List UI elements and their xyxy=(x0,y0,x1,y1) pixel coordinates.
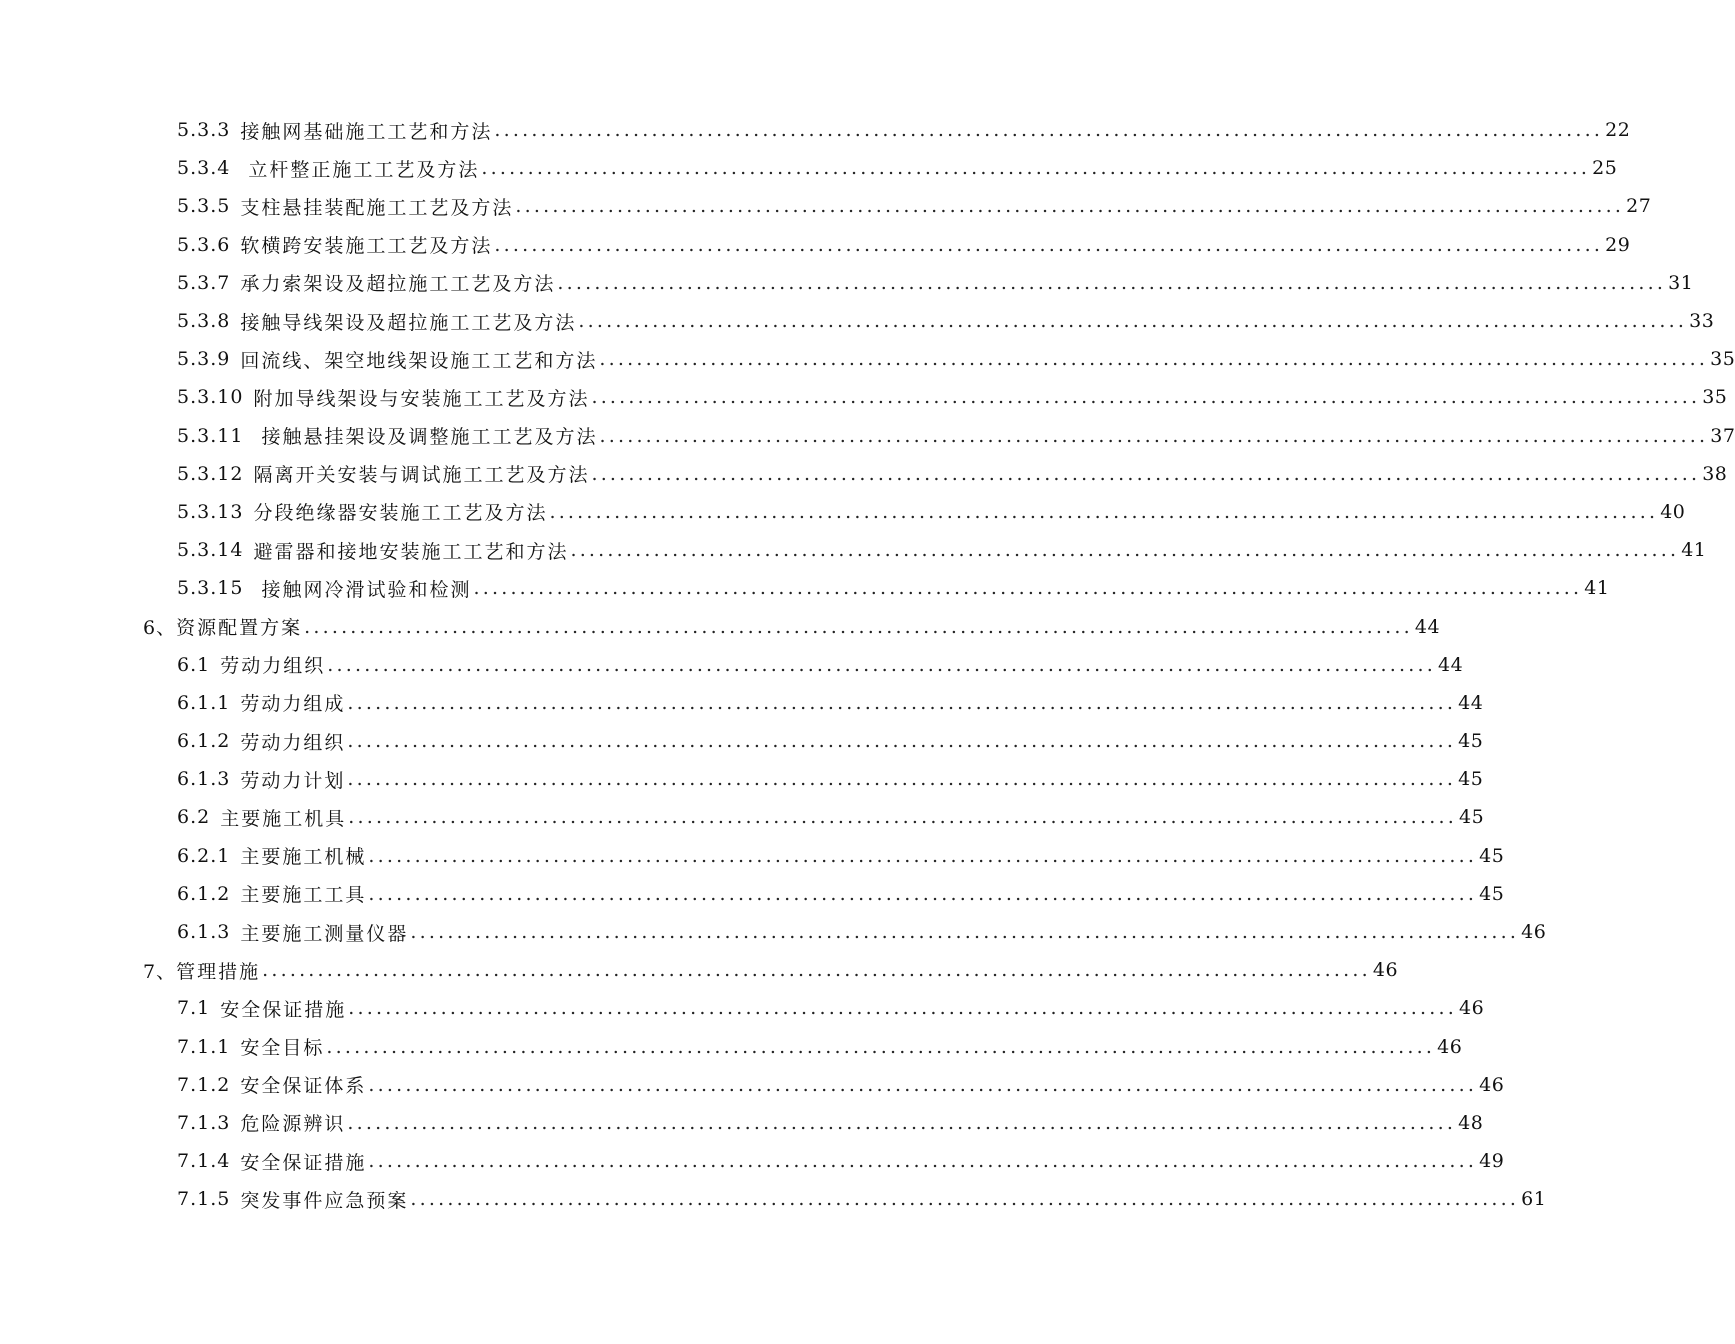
toc-entry[interactable] xyxy=(0,722,1484,760)
toc-entry-number: 6.2.1 xyxy=(177,844,231,867)
toc-entry-number: 7.1.1 xyxy=(177,1035,231,1058)
toc-entry-number: 5.3.6 xyxy=(177,233,231,256)
toc-entry-title: 危险源辨识 xyxy=(240,1113,346,1136)
toc-entry-title: 主要施工工具 xyxy=(240,884,367,907)
toc-entry-title: 接触导线架设及超拉施工工艺及方法 xyxy=(240,311,577,334)
toc-entry-number: 6.1.1 xyxy=(177,691,231,714)
toc-entry-title: 附加导线架设与安装施工工艺及方法 xyxy=(253,387,590,410)
toc-dot-leader: ........................................................................................................................ xyxy=(578,310,1688,333)
toc-page-number: 46 xyxy=(1372,959,1399,982)
toc-entry[interactable] xyxy=(0,569,1610,607)
toc-entry-title: 安全保证体系 xyxy=(240,1075,367,1098)
toc-dot-leader: ........................................................................................................................ xyxy=(494,119,1604,142)
toc-entry-number: 6、 xyxy=(143,617,177,640)
toc-entry-title: 安全保证措施 xyxy=(220,998,347,1021)
toc-entry-number: 5.3.5 xyxy=(177,195,231,218)
toc-dot-leader: ........................................................................................................................ xyxy=(410,921,1520,944)
toc-entry-title: 隔离开关安装与调试施工工艺及方法 xyxy=(253,464,590,487)
toc-dot-leader: ........................................................................................................................ xyxy=(347,1111,1457,1134)
toc-entry-number: 7.1.5 xyxy=(177,1188,231,1211)
toc-dot-leader: ........................................................................................................................ xyxy=(368,1073,1478,1096)
toc-entry-title: 分段绝缘器安装施工工艺及方法 xyxy=(253,502,548,525)
toc-page-number: 22 xyxy=(1605,119,1631,142)
toc-entry-title: 支柱悬挂装配施工工艺及方法 xyxy=(240,196,514,219)
toc-page-number: 45 xyxy=(1479,844,1505,867)
toc-entry-number: 5.3.14 xyxy=(177,539,244,562)
toc-entry-number: 6.1.3 xyxy=(177,921,231,944)
toc-entry[interactable] xyxy=(0,531,1707,569)
toc-dot-leader: ........................................................................................................................ xyxy=(515,195,1625,218)
toc-entry-title: 劳动力组织 xyxy=(240,731,346,754)
toc-entry-title: 接触悬挂架设及调整施工工艺及方法 xyxy=(253,426,598,449)
toc-dot-leader: ........................................................................................................................ xyxy=(347,730,1457,753)
toc-entry-number: 6.1.2 xyxy=(177,730,231,753)
toc-entry-number: 6.2 xyxy=(177,806,211,829)
toc-entry[interactable] xyxy=(0,913,1547,951)
toc-dot-leader: ........................................................................................................................ xyxy=(599,348,1709,371)
toc-dot-leader: ........................................................................................................................ xyxy=(368,1150,1478,1173)
toc-entry-title: 主要施工机械 xyxy=(240,846,367,869)
toc-dot-leader: ........................................................................................................................ xyxy=(348,806,1457,829)
toc-entry[interactable] xyxy=(0,340,1735,378)
toc-dot-leader: ........................................................................................................................ xyxy=(570,539,1680,562)
toc-entry-title: 安全保证措施 xyxy=(240,1151,367,1174)
toc-entry-number: 5.3.7 xyxy=(177,271,231,294)
toc-page-number: 48 xyxy=(1458,1111,1484,1134)
toc-page-number: 27 xyxy=(1626,195,1652,218)
toc-entry-number: 5.3.12 xyxy=(177,462,244,485)
toc-entry-title: 资源配置方案 xyxy=(176,617,303,640)
toc-entry-title: 劳动力组织 xyxy=(220,655,326,678)
toc-dot-leader: ........................................................................................................................ xyxy=(557,271,1667,294)
toc-entry-number: 5.3.13 xyxy=(177,500,244,523)
toc-entry[interactable] xyxy=(0,837,1505,875)
toc-dot-leader: ........................................................................................................................ xyxy=(599,424,1709,447)
toc-entry[interactable] xyxy=(0,875,1505,913)
toc-page-number: 44 xyxy=(1458,691,1484,714)
toc-entry-title: 软横跨安装施工工艺及方法 xyxy=(240,235,493,258)
toc-page-number: 45 xyxy=(1479,882,1505,905)
toc-entry[interactable] xyxy=(0,607,1441,645)
toc-entry-title: 承力索架设及超拉施工工艺及方法 xyxy=(240,273,556,296)
toc-dot-leader: ........................................................................................................................ xyxy=(591,386,1701,409)
toc-dot-leader: ........................................................................................................................ xyxy=(304,615,1413,638)
toc-page-number: 41 xyxy=(1681,539,1707,562)
toc-dot-leader: ........................................................................................................................ xyxy=(591,462,1701,485)
toc-dot-leader: ........................................................................................................................ xyxy=(368,844,1478,867)
toc-entry-title: 回流线、架空地线架设施工工艺和方法 xyxy=(240,349,598,372)
toc-entry[interactable] xyxy=(0,1180,1547,1218)
toc-entry-title: 主要施工测量仪器 xyxy=(240,922,409,945)
toc-entry-title: 劳动力组成 xyxy=(240,693,346,716)
toc-entry[interactable] xyxy=(0,226,1631,264)
toc-entry[interactable] xyxy=(0,378,1728,416)
toc-page-number: 45 xyxy=(1458,768,1484,791)
toc-entry-number: 5.3.10 xyxy=(177,386,244,409)
toc-entry[interactable] xyxy=(0,989,1485,1027)
toc-entry-number: 5.3.3 xyxy=(177,119,231,142)
toc-entry-title: 主要施工机具 xyxy=(220,807,347,830)
toc-entry[interactable] xyxy=(0,684,1484,722)
toc-page-number: 38 xyxy=(1702,462,1728,485)
toc-dot-leader: ........................................................................................................................ xyxy=(348,997,1457,1020)
toc-dot-leader: ........................................................................................................................ xyxy=(494,233,1604,256)
toc-entry-number: 7、 xyxy=(143,960,177,983)
toc-dot-leader: ........................................................................................................................ xyxy=(326,1035,1436,1058)
toc-entry[interactable] xyxy=(0,111,1631,149)
toc-entry-title: 接触网基础施工工艺和方法 xyxy=(240,120,493,143)
toc-entry-title: 安全目标 xyxy=(240,1037,325,1060)
toc-entry[interactable] xyxy=(0,455,1728,493)
toc-dot-leader: ........................................................................................................................ xyxy=(549,500,1659,523)
toc-entry-title: 劳动力计划 xyxy=(240,769,346,792)
toc-dot-leader: ........................................................................................................................ xyxy=(473,577,1583,600)
toc-entry-number: 5.3.9 xyxy=(177,348,231,371)
toc-entry-number: 7.1.3 xyxy=(177,1111,231,1134)
toc-page-number: 45 xyxy=(1458,730,1484,753)
toc-entry[interactable] xyxy=(0,417,1735,455)
toc-entry-number: 6.1 xyxy=(177,653,211,676)
toc-entry[interactable] xyxy=(0,1066,1505,1104)
toc-entry-number: 7.1.2 xyxy=(177,1073,231,1096)
toc-page-number: 33 xyxy=(1689,310,1715,333)
toc-dot-leader: ........................................................................................................................ xyxy=(347,768,1457,791)
toc-entry[interactable] xyxy=(0,493,1686,531)
toc-dot-leader: ........................................................................................................................ xyxy=(347,691,1457,714)
toc-entry-number: 7.1 xyxy=(177,997,211,1020)
toc-dot-leader: ........................................................................................................................ xyxy=(481,157,1591,180)
toc-page-number: 29 xyxy=(1605,233,1631,256)
toc-entry[interactable] xyxy=(0,1142,1505,1180)
toc-page-number: 44 xyxy=(1414,615,1441,638)
table-of-contents xyxy=(0,111,1735,1218)
toc-entry-number: 5.3.15 xyxy=(177,577,244,600)
toc-page-number: 25 xyxy=(1592,157,1618,180)
toc-page-number: 46 xyxy=(1521,921,1547,944)
toc-page-number: 35 xyxy=(1702,386,1728,409)
toc-entry-number: 7.1.4 xyxy=(177,1150,231,1173)
toc-page-number: 44 xyxy=(1437,653,1464,676)
toc-entry[interactable] xyxy=(0,264,1694,302)
toc-entry-number: 6.1.2 xyxy=(177,882,231,905)
toc-dot-leader: ........................................................................................................................ xyxy=(262,959,1371,982)
toc-page-number: 41 xyxy=(1584,577,1610,600)
toc-page-number: 40 xyxy=(1660,500,1686,523)
toc-entry-number: 5.3.8 xyxy=(177,310,231,333)
toc-dot-leader: ........................................................................................................................ xyxy=(368,882,1478,905)
toc-entry[interactable] xyxy=(0,760,1484,798)
toc-entry[interactable] xyxy=(0,302,1715,340)
toc-page-number: 46 xyxy=(1437,1035,1463,1058)
toc-entry-number: 5.3.4 xyxy=(177,157,231,180)
toc-entry-number: 6.1.3 xyxy=(177,768,231,791)
toc-page-number: 61 xyxy=(1521,1188,1547,1211)
toc-entry-title: 避雷器和接地安装施工工艺和方法 xyxy=(253,540,569,563)
toc-entry[interactable] xyxy=(0,646,1464,684)
toc-page-number: 49 xyxy=(1479,1150,1505,1173)
toc-entry-number: 5.3.11 xyxy=(177,424,244,447)
toc-entry-title: 管理措施 xyxy=(176,960,261,983)
toc-entry[interactable] xyxy=(0,951,1399,989)
toc-entry-title: 接触网冷滑试验和检测 xyxy=(253,578,472,601)
toc-page-number: 31 xyxy=(1668,271,1694,294)
toc-entry[interactable] xyxy=(0,798,1485,836)
toc-dot-leader: ........................................................................................................................ xyxy=(327,653,1436,676)
toc-entry[interactable] xyxy=(0,1104,1484,1142)
toc-dot-leader: ........................................................................................................................ xyxy=(410,1188,1520,1211)
toc-entry-title: 立杆整正施工工艺及方法 xyxy=(240,158,480,181)
toc-page-number: 45 xyxy=(1458,806,1485,829)
toc-page-number: 35 xyxy=(1710,348,1735,371)
toc-page-number: 46 xyxy=(1479,1073,1505,1096)
toc-entry[interactable] xyxy=(0,1028,1463,1066)
toc-page-number: 37 xyxy=(1710,424,1735,447)
toc-entry[interactable] xyxy=(0,187,1652,225)
toc-page-number: 46 xyxy=(1458,997,1485,1020)
toc-entry[interactable] xyxy=(0,149,1618,187)
toc-entry-title: 突发事件应急预案 xyxy=(240,1189,409,1212)
